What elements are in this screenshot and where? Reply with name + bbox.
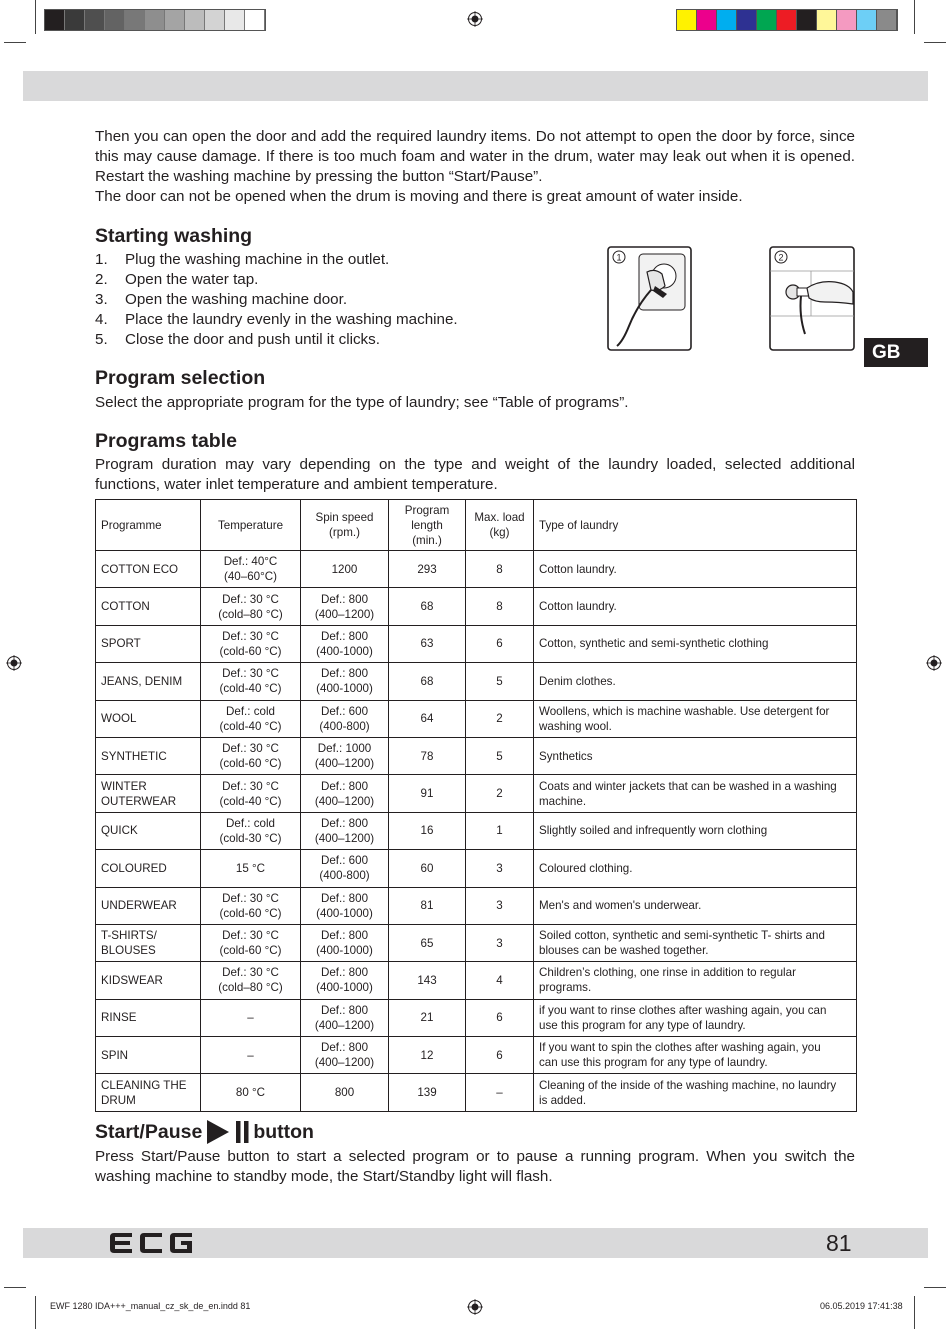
table-row [96, 812, 857, 849]
temperature-cell: Def.: 30 °C (cold–80 °C) [201, 588, 301, 625]
table-row [96, 588, 857, 625]
max-load-cell: 8 [466, 551, 534, 588]
table-row [96, 737, 857, 774]
start-pause-text: Press Start/Pause button to start a selected program or to pause a running program. When you switch the washing machine to standby mode, the Start/Standby light will flash. [95, 1148, 855, 1185]
table-row [96, 1037, 857, 1074]
spin-speed-cell: Def.: 1000 (400–1200) [301, 737, 389, 774]
color-calibration-bar [676, 9, 898, 31]
max-load-cell: – [466, 1074, 534, 1111]
gray-swatch [105, 10, 125, 30]
figure-plug-outlet [607, 246, 692, 351]
section-heading-program-selection: Program selection [95, 367, 266, 389]
type-of-laundry-cell: Coloured clothing. [534, 850, 857, 887]
temperature-cell: 80 °C [201, 1074, 301, 1111]
table-row [96, 850, 857, 887]
programme-cell: QUICK [96, 812, 201, 849]
temperature-cell: Def.: 30 °C (cold-40 °C) [201, 775, 301, 812]
step-number: 4. [95, 311, 108, 328]
temperature-cell: Def.: 30 °C (cold-60 °C) [201, 737, 301, 774]
type-of-laundry-cell: Woollens, which is machine washable. Use detergent for washing wool. [534, 700, 857, 737]
temperature-cell: Def.: 30 °C (cold-60 °C) [201, 924, 301, 961]
programs-table-body [96, 551, 857, 1112]
column-header-program-length: Program length (min.) [389, 500, 466, 551]
program-length-cell: 293 [389, 551, 466, 588]
max-load-cell: 5 [466, 737, 534, 774]
program-length-cell: 81 [389, 887, 466, 924]
gray-swatch [65, 10, 85, 30]
list-item [95, 270, 458, 290]
column-header-spin-speed: Spin speed (rpm.) [301, 500, 389, 551]
section-heading-starting-washing: Starting washing [95, 225, 253, 247]
gray-swatch [45, 10, 65, 30]
color-swatch [777, 10, 797, 30]
figure-water-tap [769, 246, 855, 351]
crop-mark [35, 1296, 36, 1329]
max-load-cell: 2 [466, 700, 534, 737]
max-load-cell: 6 [466, 1037, 534, 1074]
program-length-cell: 12 [389, 1037, 466, 1074]
color-swatch [837, 10, 857, 30]
table-row [96, 1074, 857, 1111]
registration-mark-icon [467, 1299, 483, 1315]
type-of-laundry-cell: Children’s clothing, one rinse in addition to regular programs. [534, 962, 857, 999]
crop-mark [924, 42, 946, 43]
gray-swatch [145, 10, 165, 30]
max-load-cell: 6 [466, 999, 534, 1036]
color-swatch [857, 10, 877, 30]
programs-table-intro: Program duration may vary depending on the type and weight of the laundry loaded, selected additional functions, water inlet temperature and ambient temperature. [95, 456, 855, 493]
temperature-cell: – [201, 999, 301, 1036]
list-item [95, 310, 458, 330]
page-number: 81 [826, 1230, 852, 1256]
gray-swatch [225, 10, 245, 30]
step-text: Open the water tap. [125, 271, 259, 288]
step-text: Place the laundry evenly in the washing machine. [125, 311, 458, 328]
spin-speed-cell: 800 [301, 1074, 389, 1111]
start-pause-heading-suffix: button [253, 1121, 314, 1143]
slug-timestamp: 06.05.2019 17:41:38 [820, 1301, 903, 1311]
program-length-cell: 21 [389, 999, 466, 1036]
table-row [96, 625, 857, 662]
step-number: 1. [95, 251, 108, 268]
table-row [96, 551, 857, 588]
type-of-laundry-cell: Cleaning of the inside of the washing machine, no laundry is added. [534, 1074, 857, 1111]
list-item [95, 290, 458, 310]
color-swatch [877, 10, 897, 30]
grayscale-calibration-bar [44, 9, 266, 31]
crop-mark [914, 0, 915, 34]
table-header-row [96, 500, 857, 551]
type-of-laundry-cell: Cotton laundry. [534, 551, 857, 588]
temperature-cell: Def.: cold (cold-40 °C) [201, 700, 301, 737]
programme-cell: UNDERWEAR [96, 887, 201, 924]
max-load-cell: 3 [466, 924, 534, 961]
header-band [23, 71, 928, 101]
intro-paragraph: The door can not be opened when the drum is moving and there is great amount of water inside. [95, 188, 743, 205]
gray-swatch [125, 10, 145, 30]
table-row [96, 962, 857, 999]
ecg-logo-icon [106, 1231, 196, 1255]
column-header-temperature: Temperature [201, 500, 301, 551]
type-of-laundry-cell: Synthetics [534, 737, 857, 774]
crop-mark [4, 1287, 26, 1288]
programme-cell: WOOL [96, 700, 201, 737]
programme-cell: COTTON ECO [96, 551, 201, 588]
program-selection-text: Select the appropriate program for the type of laundry; see “Table of programs”. [95, 394, 629, 411]
water-tap-illustration-icon [769, 246, 855, 351]
spin-speed-cell: Def.: 800 (400-1000) [301, 663, 389, 700]
program-length-cell: 65 [389, 924, 466, 961]
program-length-cell: 60 [389, 850, 466, 887]
spin-speed-cell: Def.: 800 (400–1200) [301, 775, 389, 812]
column-header-programme: Programme [96, 500, 201, 551]
ecg-logo [106, 1231, 196, 1255]
type-of-laundry-cell: Coats and winter jackets that can be washed in a washing machine. [534, 775, 857, 812]
slug-filename: EWF 1280 IDA+++_manual_cz_sk_de_en.indd 81 [50, 1301, 251, 1311]
max-load-cell: 8 [466, 588, 534, 625]
starting-steps-list [95, 250, 458, 350]
intro-paragraph: Then you can open the door and add the required laundry items. Do not attempt to open the door by force, since this may cause damage. If there is too much foam and water in the drum, water may leak out when it is opened. Restart the washing machine by pressing the button “Start/Pause”. [95, 128, 855, 185]
registration-mark-icon [6, 655, 22, 671]
step-text: Open the washing machine door. [125, 291, 348, 308]
temperature-cell: Def.: cold (cold-30 °C) [201, 812, 301, 849]
language-tab: GB [864, 338, 928, 367]
table-row [96, 663, 857, 700]
gray-swatch [85, 10, 105, 30]
table-row [96, 887, 857, 924]
type-of-laundry-cell: if you want to rinse clothes after washing again, you can use this program for any type of laundry. [534, 999, 857, 1036]
plug-outlet-illustration-icon [607, 246, 692, 351]
registration-mark-icon [467, 11, 483, 27]
step-number: 5. [95, 331, 108, 348]
max-load-cell: 3 [466, 887, 534, 924]
table-row [96, 999, 857, 1036]
program-length-cell: 91 [389, 775, 466, 812]
list-item [95, 250, 458, 270]
section-heading-start-pause [95, 1119, 314, 1145]
start-pause-heading-text: Start/Pause [95, 1121, 203, 1143]
spin-speed-cell: Def.: 800 (400–1200) [301, 588, 389, 625]
programme-cell: SPORT [96, 625, 201, 662]
spin-speed-cell: Def.: 800 (400-1000) [301, 962, 389, 999]
type-of-laundry-cell: Men's and women's underwear. [534, 887, 857, 924]
temperature-cell: 15 °C [201, 850, 301, 887]
programme-cell: SPIN [96, 1037, 201, 1074]
color-swatch [757, 10, 777, 30]
temperature-cell: Def.: 30 °C (cold-60 °C) [201, 887, 301, 924]
temperature-cell: Def.: 40°C (40–60°C) [201, 551, 301, 588]
max-load-cell: 2 [466, 775, 534, 812]
spin-speed-cell: 1200 [301, 551, 389, 588]
crop-mark [914, 1296, 915, 1329]
programme-cell: COLOURED [96, 850, 201, 887]
color-swatch [717, 10, 737, 30]
type-of-laundry-cell: Slightly soiled and infrequently worn clothing [534, 812, 857, 849]
figure-number: 1 [616, 252, 622, 263]
programme-cell: SYNTHETIC [96, 737, 201, 774]
color-swatch [817, 10, 837, 30]
program-length-cell: 143 [389, 962, 466, 999]
step-number: 3. [95, 291, 108, 308]
max-load-cell: 6 [466, 625, 534, 662]
type-of-laundry-cell: If you want to spin the clothes after washing again, you can use this program for any type of laundry. [534, 1037, 857, 1074]
programme-cell: WINTER OUTERWEAR [96, 775, 201, 812]
color-swatch [697, 10, 717, 30]
gray-swatch [185, 10, 205, 30]
table-row [96, 924, 857, 961]
figure-number: 2 [778, 252, 784, 263]
spin-speed-cell: Def.: 800 (400–1200) [301, 1037, 389, 1074]
step-text: Plug the washing machine in the outlet. [125, 251, 390, 268]
type-of-laundry-cell: Denim clothes. [534, 663, 857, 700]
temperature-cell: Def.: 30 °C (cold-40 °C) [201, 663, 301, 700]
program-length-cell: 139 [389, 1074, 466, 1111]
step-text: Close the door and push until it clicks. [125, 331, 380, 348]
spin-speed-cell: Def.: 600 (400-800) [301, 850, 389, 887]
gray-swatch [165, 10, 185, 30]
max-load-cell: 5 [466, 663, 534, 700]
spin-speed-cell: Def.: 800 (400-1000) [301, 887, 389, 924]
program-length-cell: 16 [389, 812, 466, 849]
programme-cell: RINSE [96, 999, 201, 1036]
max-load-cell: 3 [466, 850, 534, 887]
program-length-cell: 68 [389, 663, 466, 700]
programme-cell: T-SHIRTS/ BLOUSES [96, 924, 201, 961]
color-swatch [797, 10, 817, 30]
spin-speed-cell: Def.: 800 (400-1000) [301, 924, 389, 961]
spin-speed-cell: Def.: 800 (400–1200) [301, 999, 389, 1036]
color-swatch [677, 10, 697, 30]
crop-mark [35, 0, 36, 34]
spin-speed-cell: Def.: 800 (400–1200) [301, 812, 389, 849]
type-of-laundry-cell: Soiled cotton, synthetic and semi-synthetic T- shirts and blouses can be washed together. [534, 924, 857, 961]
gray-swatch [205, 10, 225, 30]
max-load-cell: 4 [466, 962, 534, 999]
crop-mark [4, 42, 26, 43]
temperature-cell: Def.: 30 °C (cold-60 °C) [201, 625, 301, 662]
type-of-laundry-cell: Cotton, synthetic and semi-synthetic clothing [534, 625, 857, 662]
column-header-type-of-laundry: Type of laundry [534, 500, 857, 551]
type-of-laundry-cell: Cotton laundry. [534, 588, 857, 625]
programs-table [95, 499, 857, 1112]
gray-swatch [245, 10, 265, 30]
step-number: 2. [95, 271, 108, 288]
column-header-max-load: Max. load (kg) [466, 500, 534, 551]
temperature-cell: – [201, 1037, 301, 1074]
program-length-cell: 78 [389, 737, 466, 774]
play-pause-icon [205, 1119, 251, 1145]
programme-cell: KIDSWEAR [96, 962, 201, 999]
spin-speed-cell: Def.: 600 (400-800) [301, 700, 389, 737]
section-heading-programs-table: Programs table [95, 430, 237, 452]
table-row [96, 700, 857, 737]
programme-cell: COTTON [96, 588, 201, 625]
crop-mark [924, 1287, 946, 1288]
programme-cell: CLEANING THE DRUM [96, 1074, 201, 1111]
color-swatch [737, 10, 757, 30]
spin-speed-cell: Def.: 800 (400-1000) [301, 625, 389, 662]
max-load-cell: 1 [466, 812, 534, 849]
temperature-cell: Def.: 30 °C (cold–80 °C) [201, 962, 301, 999]
registration-mark-icon [926, 655, 942, 671]
table-row [96, 775, 857, 812]
programme-cell: JEANS, DENIM [96, 663, 201, 700]
list-item [95, 330, 458, 350]
program-length-cell: 63 [389, 625, 466, 662]
intro-text [95, 127, 855, 207]
program-length-cell: 68 [389, 588, 466, 625]
program-length-cell: 64 [389, 700, 466, 737]
